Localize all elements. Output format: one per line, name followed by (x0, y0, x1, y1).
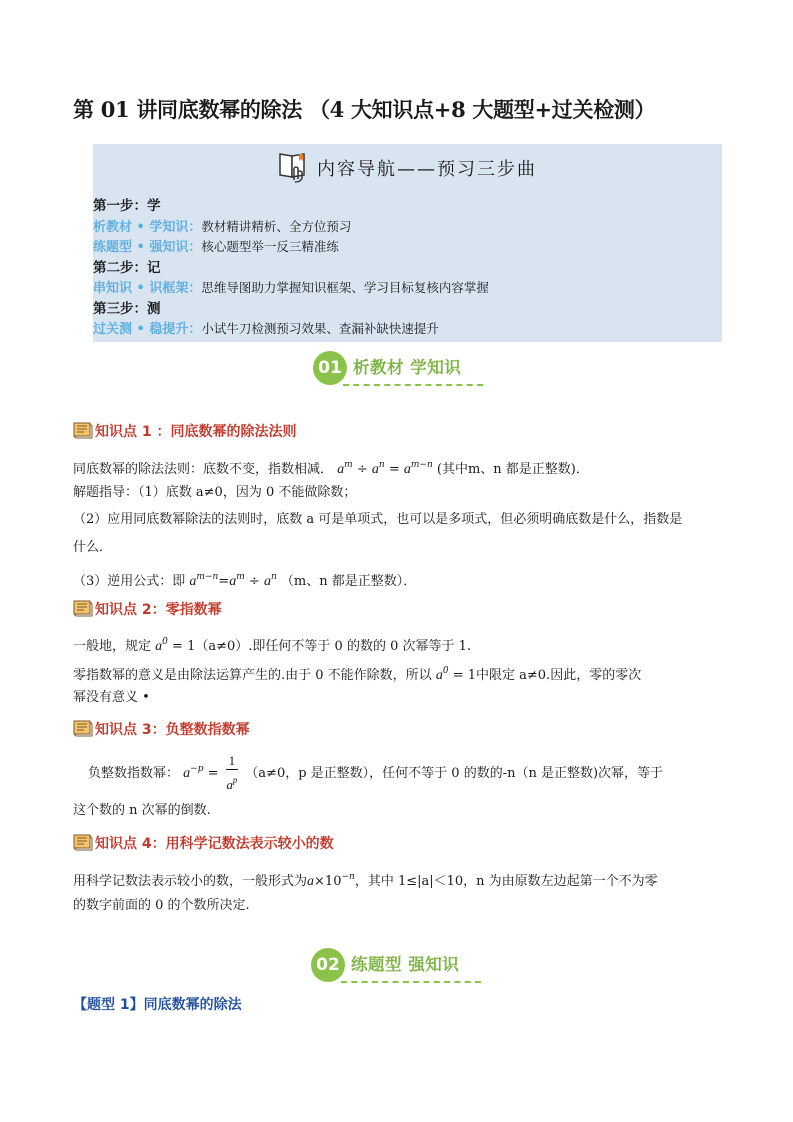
formula-value: 1 (467, 668, 477, 683)
guide-title: 内容导航——预习三步曲 (317, 159, 537, 180)
guide-header (277, 148, 547, 184)
kp4-title: 知识点 4：用科学记数法表示较小的数 (95, 836, 334, 852)
guide-item-desc: 核心题型举一反三精准练 (201, 239, 339, 254)
kp2-line3: 幂没有意义 • (73, 690, 150, 705)
formula-exp: m−n (196, 572, 219, 582)
section-underline (343, 384, 483, 386)
formula-exp: m−n (410, 460, 433, 470)
book-hand-icon (277, 148, 313, 188)
guide-step-label: 第二步：记 (93, 259, 161, 276)
guide-step (93, 258, 489, 279)
kp1-rule-formula (337, 462, 437, 477)
kp1-guide-3 (73, 567, 416, 592)
guide-item (93, 278, 489, 299)
guide-item-label: 过关测 • 稳提升： (93, 322, 202, 337)
formula-base: a (183, 766, 191, 781)
section-number: 02 (311, 948, 345, 982)
formula-op: ÷ (356, 462, 368, 477)
kp2-line1 (73, 632, 471, 657)
guide-item (93, 217, 489, 238)
kp2-line2-prefix: 零指数幂的意义是由除法运算产生的.由于 0 不能作除数，所以 (73, 668, 432, 683)
fraction-denominator (226, 770, 239, 795)
kp2-line1-suffix: （a≠0）.即任何不等于 0 的数的 0 次幂等于 1. (195, 639, 472, 654)
guide-item (93, 237, 489, 258)
formula-eq: = (172, 639, 183, 654)
formula-base: a (307, 874, 315, 889)
kp1-guide3-prefix: （3）逆用公式：即 (73, 574, 186, 589)
guide-step-label: 第三步：测 (93, 300, 161, 317)
guide-step (93, 299, 489, 320)
guide-step (93, 196, 489, 217)
section-underline (341, 981, 481, 983)
formula-base: a (155, 639, 163, 654)
kp4-line1-suffix: ，其中 1≤|a|＜10，n 为由原数左边起第一个不为零 (354, 874, 658, 889)
guide-item-desc: 思维导图助力掌握知识框架、学习目标复核内容掌握 (201, 280, 489, 295)
formula-base: a (435, 668, 443, 683)
formula-eq: = (452, 668, 464, 683)
formula-base: a (189, 574, 197, 589)
guide-item-label: 练题型 • 强知识： (93, 240, 202, 255)
formula-base: a (226, 777, 233, 792)
kp1-guide-2-line2: 什么． (73, 540, 113, 555)
guide-item (93, 319, 489, 340)
kp3-line1 (88, 752, 663, 795)
formula-base: a (229, 574, 237, 589)
knowledge-point-2-heading (73, 599, 222, 621)
section-badge-1 (313, 351, 513, 387)
formula-exp: 0 (162, 637, 168, 647)
book-icon (73, 421, 93, 443)
knowledge-point-1-heading (73, 421, 297, 443)
formula-base: a (371, 462, 379, 477)
knowledge-point-4-heading (73, 833, 334, 855)
book-icon (73, 719, 93, 741)
formula-base: a (263, 574, 271, 589)
question-type-1-heading: 【题型 1】同底数幂的除法 (73, 997, 242, 1013)
kp2-line2 (73, 661, 641, 686)
kp3-title: 知识点 3：负整数指数幂 (95, 722, 250, 738)
formula-base: a (337, 462, 345, 477)
kp1-rule-text: 同底数幂的除法法则：底数不变，指数相减． (73, 462, 334, 477)
formula-exp: p (232, 775, 238, 785)
fraction-numerator: 1 (226, 752, 239, 770)
formula-op: × (314, 874, 325, 889)
book-icon (73, 599, 93, 621)
formula-eq: = (218, 574, 230, 589)
formula-exp: 0 (442, 666, 449, 676)
kp1-guide-2-line1: （2）应用同底数幂除法的法则时，底数 a 可是单项式，也可以是多项式，但必须明确底数是什么，指数是 (73, 512, 683, 527)
formula-base: a (403, 462, 411, 477)
formula-ten: 10 (324, 874, 342, 889)
section-number: 01 (313, 351, 347, 385)
knowledge-point-3-heading (73, 719, 250, 741)
kp2-line1-prefix: 一般地，规定 (73, 639, 152, 654)
section-badge-2 (311, 948, 511, 984)
kp2-title: 知识点 2：零指数幂 (95, 602, 222, 618)
formula-value: 1 (187, 639, 196, 654)
guide-item-desc: 小试牛刀检测预习效果、查漏补缺快速提升 (201, 321, 439, 336)
kp3-line1-suffix: （a≠0，p 是正整数），任何不等于 0 的数的-n（n 是正整数)次幂，等于 (245, 766, 664, 781)
formula-op: ÷ (248, 574, 260, 589)
guide-item-label: 析教材 • 学知识： (93, 219, 202, 235)
guide-item-desc: 教材精讲精析、全方位预习 (201, 218, 352, 234)
formula-fraction (226, 752, 239, 795)
kp3-line1-prefix: 负整数指数幂： (88, 766, 180, 781)
formula-exp: −n (341, 872, 355, 882)
kp1-title: 知识点 1 ：同底数幂的除法法则 (95, 424, 297, 440)
formula-exp: m (236, 572, 245, 582)
formula-exp: n (270, 572, 277, 582)
guide-rows (93, 196, 489, 340)
section-label: 析教材 学知识 (353, 358, 462, 377)
formula-exp: n (378, 460, 385, 470)
kp2-line2-suffix: 中限定 a≠0.因此，零的零次 (476, 668, 642, 683)
kp4-line2: 的数字前面的 0 的个数所决定. (73, 898, 250, 913)
kp1-guide-1: 解题指导：（1）底数 a≠0，因为 0 不能做除数； (73, 485, 357, 500)
guide-step-label: 第一步：学 (93, 198, 161, 214)
formula-exp: −p (190, 764, 204, 774)
kp4-line1-prefix: 用科学记数法表示较小的数，一般形式为 (73, 874, 308, 889)
content-guide-panel (93, 144, 722, 342)
section-label: 练题型 强知识 (351, 955, 460, 974)
page-title: 第 01 讲同底数幂的除法 （4 大知识点+8 大题型+过关检测） (73, 97, 656, 122)
kp3-line2: 这个数的 n 次幂的倒数. (73, 803, 211, 818)
guide-item-label: 串知识 • 识框架： (93, 281, 202, 296)
kp1-rule-note: (其中m、n 都是正整数)． (436, 462, 589, 477)
formula-eq: = (207, 766, 219, 781)
book-icon (73, 833, 93, 855)
formula-exp: m (344, 460, 353, 470)
formula-eq: = (388, 462, 400, 477)
kp1-rule (73, 455, 589, 480)
kp1-guide3-note: （m、n 都是正整数）． (280, 574, 417, 589)
kp4-line1 (73, 867, 658, 892)
